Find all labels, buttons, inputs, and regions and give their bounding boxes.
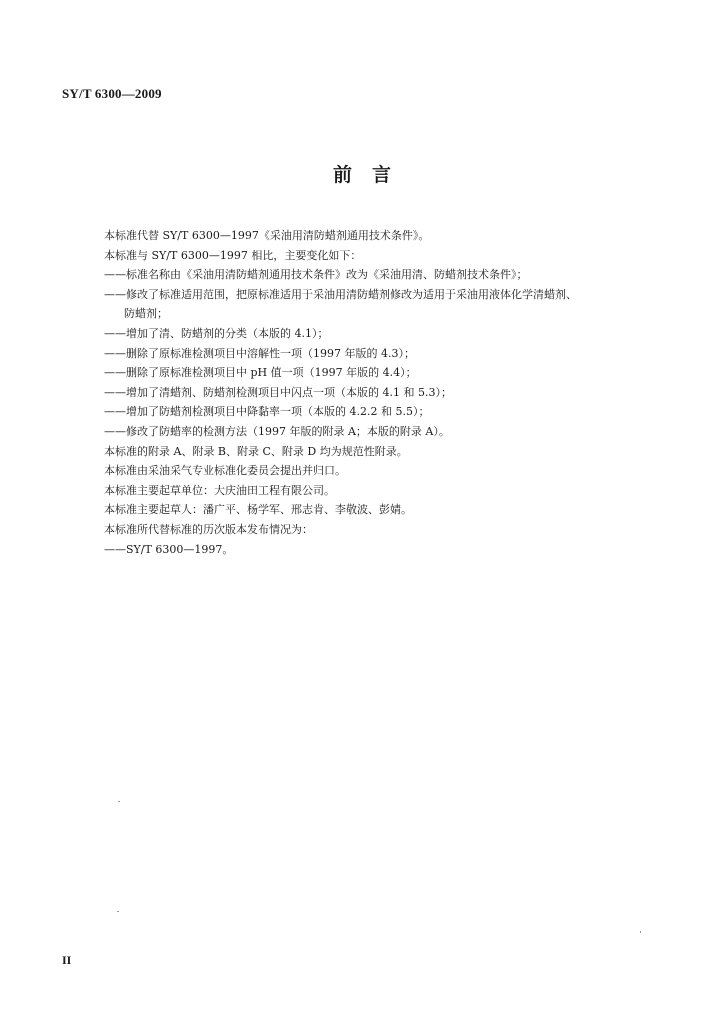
change-item: ——标准名称由《采油用清防蜡剂通用技术条件》改为《采油用清、防蜡剂技术条件》； bbox=[104, 268, 528, 282]
scan-speck bbox=[640, 931, 641, 933]
change-item-continuation: 防蜡剂； bbox=[124, 307, 168, 321]
body-line: 本标准与 SY/T 6300—1997 相比，主要变化如下： bbox=[104, 248, 362, 262]
page-number: II bbox=[62, 953, 72, 967]
change-item: ——删除了原标准检测项目中溶解性一项（1997 年版的 4.3）； bbox=[104, 346, 415, 360]
scan-speck bbox=[118, 801, 120, 802]
change-item: ——修改了防蜡率的检测方法（1997 年版的附录 A；本版的附录 A）。 bbox=[104, 424, 450, 438]
change-item: ——删除了原标准检测项目中 pH 值一项（1997 年版的 4.4）； bbox=[104, 366, 417, 380]
change-item: ——SY/T 6300—1997。 bbox=[104, 542, 234, 556]
body-line: 本标准由采油采气专业标准化委员会提出并归口。 bbox=[104, 464, 346, 478]
body-line: 本标准所代替标准的历次版本发布情况为： bbox=[104, 522, 313, 536]
body-line: 本标准代替 SY/T 6300—1997《采油用清防蜡剂通用技术条件》。 bbox=[104, 229, 430, 242]
body-line: 本标准主要起草单位：大庆油田工程有限公司。 bbox=[104, 483, 335, 497]
foreword-body bbox=[104, 226, 664, 559]
scan-speck bbox=[117, 911, 119, 912]
change-item: ——增加了清、防蜡剂的分类（本版的 4.1）； bbox=[104, 326, 329, 340]
change-item: ——增加了防蜡剂检测项目中降黏率一项（本版的 4.2.2 和 5.5）； bbox=[104, 405, 430, 419]
page-title: 前言 bbox=[332, 164, 411, 186]
change-item: ——增加了清蜡剂、防蜡剂检测项目中闪点一项（本版的 4.1 和 5.3）； bbox=[104, 385, 452, 399]
body-line: 本标准的附录 A、附录 B、附录 C、附录 D 均为规范性附录。 bbox=[104, 444, 408, 458]
body-line: 本标准主要起草人：潘广平、杨学军、邢志肯、李敬波、彭婧。 bbox=[104, 503, 412, 517]
standard-code: SY/T 6300—2009 bbox=[62, 86, 162, 101]
change-item: ——修改了标准适用范围，把原标准适用于采油用清防蜡剂修改为适用于采油用液体化学清蜡剂、 bbox=[104, 287, 577, 301]
